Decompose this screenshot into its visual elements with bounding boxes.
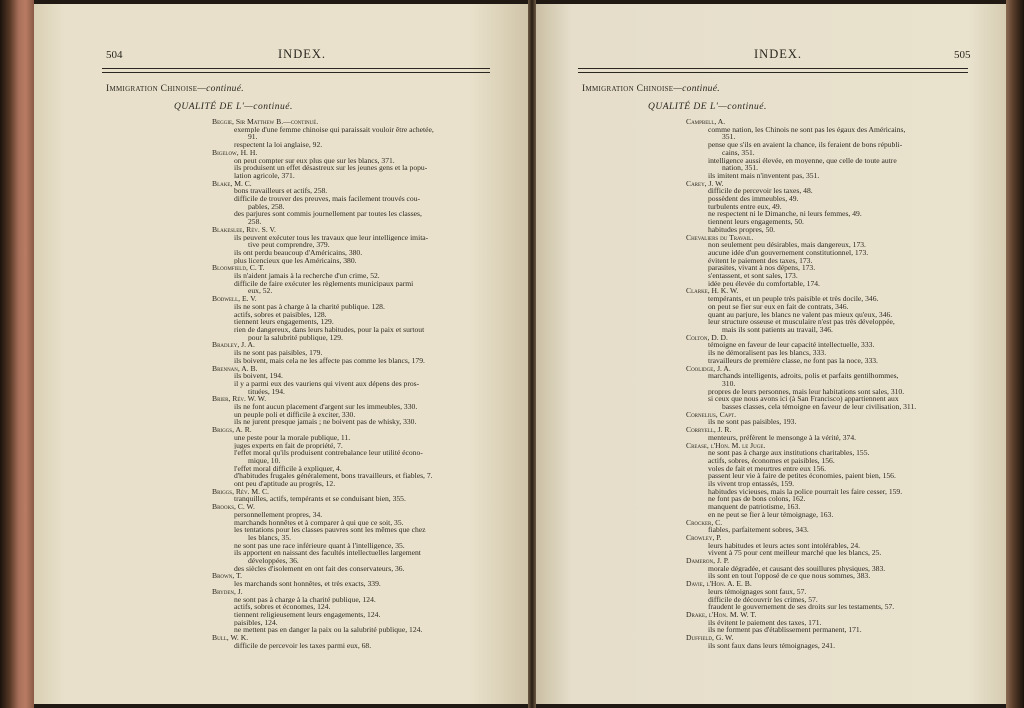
page-number: 504 (106, 49, 123, 61)
index-entry-name: Brown, T. (212, 572, 242, 581)
index-entry-name: Bigelow, H. H. (212, 148, 258, 157)
page-number: 505 (954, 49, 971, 61)
header-rule (578, 68, 968, 69)
index-entry-line: passent leur vie à faire de petites économies, paient bien, 156. (708, 472, 896, 481)
index-entry-line: il y a parmi eux des vauriens qui vivent aux dépens des pros- (234, 379, 420, 388)
index-entry-line: développées, 36. (248, 557, 299, 565)
index-entry-name: Clarke, H. K. W. (686, 287, 739, 296)
index-entry-line: manquent de patriotisme, 163. (708, 503, 801, 511)
index-entry-line: comme nation, les Chinois ne sont pas les égaux des Américains, (708, 125, 906, 134)
index-entry-name: Campbell, A. (686, 118, 726, 126)
index-entry-name: Bryden, J. (212, 587, 243, 596)
index-entry-line: on peut se fier sur eux en fait de contrats, 346. (708, 302, 849, 311)
index-entry-line: une peste pour la morale publique, 11. (234, 433, 351, 442)
index-entry-name: Carey, J. W. (686, 179, 724, 188)
index-entry-line: 351. (722, 133, 736, 142)
index-entry-name: Duffield, G. W. (686, 634, 734, 642)
index-entry-name: Bull, W. K. (212, 634, 249, 642)
index-entry-line: leurs témoignages sont faux, 57. (708, 587, 807, 596)
subheading: QUALITÉ DE L'—continué. (174, 102, 293, 112)
index-entry-line: respectent la loi anglaise, 92. (234, 141, 323, 149)
subheading: QUALITÉ DE L'—continué. (648, 102, 767, 112)
index-entry-line: un peuple poli et difficile à exciter, 330. (234, 410, 356, 419)
index-entry-name: Brennan, A. B. (212, 364, 258, 373)
index-entry-name: Crowley, P. (686, 533, 722, 542)
index-entry-line: ils boivent, 194. (234, 372, 283, 380)
index-entry-line: possèdent des immeubles, 49. (708, 195, 799, 203)
left-page (34, 4, 530, 704)
index-entry-name: Blakeslee, Rév. S. V. (212, 225, 276, 234)
index-entry-name: Crease, l'Hon. M. le Juge. (686, 441, 766, 450)
index-entry-line: ils sont faux dans leurs témoignages, 241. (708, 641, 835, 650)
index-entry-line: ne mettent pas en danger la paix ou la salubrité publique, 124. (234, 626, 423, 635)
index-entry-line: leur structure osseuse et musculaire n'est pas très développée, (708, 318, 895, 326)
index-entry-line: ils ne jurent presque jamais ; ne boivent pas de whisky, 330. (234, 418, 417, 427)
index-entry-line: ont peu d'aptitude au progrès, 12. (234, 480, 336, 488)
index-entry-name: Dameron, J. P. (686, 557, 729, 565)
index-entry-name: Colton, D. D. (686, 333, 728, 342)
index-entry-name: Crocker, C. (686, 518, 723, 527)
index-entry-name: Blake, M. C. (212, 179, 252, 188)
index-entry-line: turbulents entre eux, 49. (708, 202, 782, 211)
index-entry-line: mique, 10. (248, 456, 281, 465)
index-entry-line: les marchands sont honnêtes, et très exacts, 339. (234, 580, 381, 588)
section-continued: —continué. (673, 84, 720, 94)
index-entry-name: Drake, l'Hon. M. W. T. (686, 611, 757, 619)
index-entry-name: Coolidge, J. A. (686, 364, 731, 373)
header-rule-thin (578, 72, 968, 73)
index-entry-line: basses classes, cela témoigne en faveur de leur civilisation, 311. (722, 403, 917, 411)
index-entry-line: nation, 351. (722, 164, 759, 172)
index-entry-line: actifs, sobres, économes et paisibles, 156. (708, 456, 835, 465)
index-entry-line: intelligence aussi élevée, en moyenne, que celle de toute autre (708, 156, 897, 165)
index-entry-line: ne sont pas à charge à la charité publique, 124. (234, 595, 376, 604)
index-entry-line: les blancs, 35. (248, 533, 292, 542)
index-entry-line: si ceux que nous avons ici (à San Francisco) appartiennent aux (708, 395, 899, 404)
index-entry-line: actifs, sobres et paisibles, 128. (234, 310, 327, 319)
index-entry-line: voles de fait et meurtres entre eux 156. (708, 464, 827, 473)
index-entry-name: Brier, Rév. W. W. (212, 395, 267, 404)
index-entry-line: exemple d'une femme chinoise qui paraissait vouloir être achetée, (234, 125, 434, 134)
index-entry-name: Brooks, C. W. (212, 503, 255, 511)
index-entry-line: ils ont perdu beaucoup d'Américains, 380. (234, 248, 363, 257)
index-entry-line: bons travailleurs et actifs, 258. (234, 187, 328, 196)
index-entry-line: tempérants, et un peuple très paisible et très docile, 346. (708, 295, 879, 303)
index-entry-line: l'effet moral difficile à expliquer, 4. (234, 464, 342, 473)
index-entry-line: 258. (248, 218, 262, 226)
index-entry-line: des siècles d'isolement en ont fait des conservateurs, 36. (234, 564, 405, 573)
index-entry-line: ils peuvent exécuter tous les travaux que leur intelligence imita- (234, 233, 429, 242)
index-entry-line: ils sont en tout l'opposé de ce que nous sommes, 383. (708, 572, 871, 581)
index-entry-name: Bodwell, E. V. (212, 295, 257, 303)
index-entry-line: rien de dangereux, dans leurs habitudes, pour la paix et surtout (234, 325, 425, 334)
index-entry-name: Chevaliers du Travail. (686, 233, 754, 242)
index-entry-line: tiennent leurs engagements, 129. (234, 318, 334, 326)
index-entry-line: témoigne en faveur de leur capacité intellectuelle, 333. (708, 341, 875, 350)
index-entry-line: ne respectent ni le Dimanche, ni leurs femmes, 49. (708, 210, 862, 219)
index-entry-line: difficile de découvrir les crimes, 57. (708, 595, 818, 604)
section-title: Immigration Chinoise (106, 84, 198, 94)
index-entry-line: propres de leurs personnes, mais leur habitations sont sales, 310. (708, 387, 905, 396)
index-entry-line: en ne peut se fier à leur témoignage, 163. (708, 510, 834, 519)
index-entry-line: lation agricole, 371. (234, 171, 295, 180)
index-entry-line: tituées, 194. (248, 387, 285, 396)
index-entry-name: Bradley, J. A. (212, 341, 255, 350)
index-entry-line: actifs, sobres et économes, 124. (234, 603, 331, 611)
index-entry-line: eux, 52. (248, 287, 273, 296)
index-entry-name: Beggie, Sir Matthew B.—continué. (212, 118, 319, 126)
index-entry-line: habitudes propres, 50. (708, 225, 776, 234)
index-entry-line: ne sont pas à charge aux institutions charitables, 155. (708, 449, 870, 457)
section-title: Immigration Chinoise (582, 84, 674, 94)
index-entry-line: évitent le paiement des taxes, 173. (708, 256, 813, 265)
index-entry-line: menteurs, préfèrent le mensonge à la vérité, 374. (708, 433, 857, 442)
index-entry-line: ne sont pas une race inférieure quant à l'intelligence, 35. (234, 541, 405, 550)
index-entry-line: ils imitent mais n'inventent pas, 351. (708, 171, 820, 180)
index-entry-line: tranquilles, actifs, tempérants et se conduisant bien, 355. (234, 495, 406, 504)
index-entry-line: tive peut comprendre, 379. (248, 241, 330, 249)
index-entries (212, 118, 512, 650)
index-entry-line: ils ne font aucun placement d'argent sur les immeubles, 330. (234, 403, 418, 411)
book-page-edges-left (0, 0, 34, 708)
index-entry-line: personnellement propres, 34. (234, 510, 323, 519)
header-rule (102, 68, 490, 69)
index-entry-line: ils n'aident jamais à la recherche d'un crime, 52. (234, 272, 380, 280)
index-entry-line: les tentations pour les classes pauvres sont les mêmes que chez (234, 526, 426, 534)
index-entry-line: d'habitudes frugales généralement, bons travailleurs, et fiables, 7. (234, 472, 433, 481)
section-continued: —continué. (197, 84, 244, 94)
index-entry-line: ils ne forment pas d'établissement permanent, 171. (708, 626, 862, 635)
index-entry-line: s'entassent, et sont sales, 173. (708, 272, 798, 280)
index-entry-name: Briggs, A. R. (212, 426, 252, 434)
index-entry-line: habitudes vicieuses, mais la police pourrait les faire cesser, 159. (708, 487, 903, 496)
index-entry-line: marchands honnêtes et à comparer à qui que ce soit, 35. (234, 518, 404, 527)
index-entries (686, 118, 976, 650)
index-entry-line: tiennent leurs engagements, 50. (708, 218, 804, 226)
index-entry-name: Briggs, Rév. M. C. (212, 487, 269, 496)
index-entry-line: ils ne sont pas à charge à la charité publique. 128. (234, 302, 385, 311)
index-entry-line: parasites, vivant à nos dépens, 173. (708, 264, 816, 273)
index-entry-line: ils vivent trop entassés, 159. (708, 480, 795, 488)
index-entry-line: ils évitent le paiement des taxes, 171. (708, 618, 822, 627)
index-entry-line: fraudent le gouvernement de ses droits sur les testaments, 57. (708, 603, 895, 611)
index-entry-line: difficile de faire exécuter les règlements municipaux parmi (234, 279, 414, 288)
running-head: INDEX. (754, 47, 803, 61)
index-entry-line: non seulement peu désirables, mais dangereux, 173. (708, 241, 866, 249)
index-entry-line: ils ne sont pas paisibles, 193. (708, 418, 797, 427)
index-entry-line: ne font pas de bons colons, 162. (708, 495, 806, 504)
index-entry-line: idée peu élevée du comfortable, 174. (708, 279, 820, 288)
index-entry-line: mais ils sont patients au travail, 346. (722, 325, 833, 334)
index-entry-name: Corryell, J. R. (686, 426, 732, 434)
index-entry-line: marchands intelligents, adroits, polis et parfaits gentilhommes, (708, 372, 899, 380)
index-entry-line: quant au parjure, les blancs ne valent pas mieux qu'eux, 346. (708, 310, 893, 319)
index-entry-line: ils produisent un effet désastreux sur les jeunes gens et la popu- (234, 164, 428, 172)
header-rule-thin (102, 72, 490, 73)
index-entry-name: Cornelius, Capt. (686, 410, 736, 419)
index-entry-line: vivent à 75 pour cent meilleur marché que les blancs, 25. (708, 549, 882, 558)
index-entry-line: plus licencieux que les Américains, 380. (234, 256, 357, 265)
index-entry-line: ils ne sont pas paisibles, 179. (234, 349, 323, 357)
book-page-edges-right (1006, 0, 1024, 708)
index-entry-line: morale dégradée, et causant des souillures physiques, 383. (708, 564, 886, 573)
index-entry-line: difficile de percevoir les taxes parmi eux, 68. (234, 641, 372, 650)
index-entry-line: pour la salubrité publique, 129. (248, 333, 343, 342)
index-entry-line: pense que s'ils en avaient la chance, ils feraient de bons républi- (708, 141, 903, 149)
index-entry-line: ils ne démoralisent pas les blancs, 333. (708, 349, 827, 357)
index-entry-line: difficile de percevoir les taxes, 48. (708, 187, 813, 196)
index-entry-line: juges experts en fait de propriété, 7. (234, 441, 343, 450)
index-entry-line: pables, 258. (248, 202, 285, 211)
section-heading (106, 84, 244, 94)
index-entry-line: 91. (248, 133, 258, 142)
index-entry-line: l'effet moral qu'ils produisent contrebalance leur utilité écono- (234, 449, 423, 457)
index-entry-line: paisibles, 124. (234, 618, 278, 627)
index-entry-line: cains, 351. (722, 148, 755, 157)
index-entry-line: tiennent religieusement leurs engagements, 124. (234, 611, 381, 619)
section-heading (582, 84, 720, 94)
index-entry-line: 310. (722, 379, 736, 388)
book-gutter (528, 0, 536, 708)
index-entry-line: on peut compter sur eux plus que sur les blancs, 371. (234, 156, 395, 165)
index-entry-line: difficile de trouver des preuves, mais facilement trouvés cou- (234, 195, 421, 203)
right-page (534, 4, 1006, 704)
index-entry-line: fiables, parfaitement sobres, 343. (708, 526, 809, 534)
index-entry-line: travailleurs de première classe, ne font pas la noce, 333. (708, 356, 878, 365)
running-head: INDEX. (278, 47, 327, 61)
index-entry-name: Davie, l'Hon. A. E. B. (686, 580, 752, 588)
index-entry-line: ils apportent en naissant des facultés intellectuelles largement (234, 549, 421, 558)
index-entry-line: aucune idée d'un gouvernement constitutionnel, 173. (708, 248, 869, 257)
index-entry-line: ils boivent, mais cela ne les affecte pas comme les blancs, 179. (234, 356, 425, 365)
index-entry-line: des parjures sont commis journellement par toutes les classes, (234, 210, 422, 219)
index-entry-line: leurs habitudes et leurs actes sont intolérables, 24. (708, 541, 861, 550)
index-entry-name: Bloomfield, C. T. (212, 264, 265, 273)
